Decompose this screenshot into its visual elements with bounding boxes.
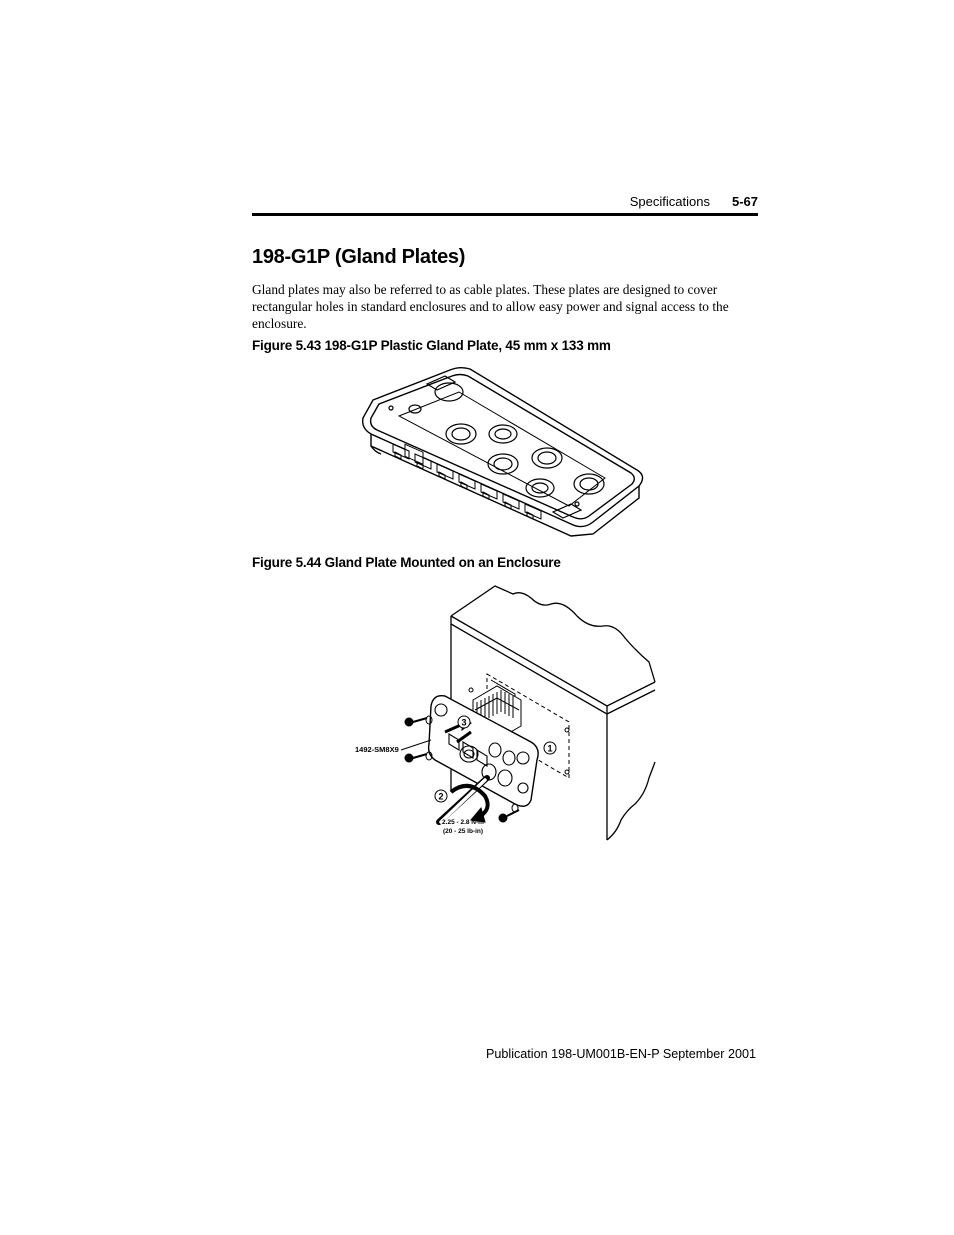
header-rule <box>252 213 758 216</box>
gland-plate-illustration <box>355 362 655 542</box>
callout-3: 3 <box>461 717 467 728</box>
running-header <box>630 190 758 212</box>
body-paragraph: Gland plates may also be referred to as cable plates. These plates are designed to cover rectangular holes in standard enclosures and to allow easy power and signal access to the enclosure. <box>252 282 729 331</box>
header-section: Specifications <box>629 193 710 209</box>
page-title: 198-G1P (Gland Plates) <box>252 246 466 268</box>
publication-footer: Publication 198-UM001B-EN-P September 2001 <box>486 1047 756 1061</box>
figure-5-43-caption: Figure 5.43 198-G1P Plastic Gland Plate, 45 mm x 133 mm <box>252 338 611 353</box>
part-label: 1492-SM8X9 <box>355 745 399 754</box>
enclosure-mount-illustration <box>345 582 665 872</box>
torque-spec-lbin: (20 - 25 lb-in) <box>442 828 484 835</box>
page-number: 5-67 <box>731 193 758 209</box>
figure-5-44-caption: Figure 5.44 Gland Plate Mounted on an Enclosure <box>252 555 561 570</box>
callout-2: 2 <box>438 791 444 802</box>
callout-1: 1 <box>547 743 553 754</box>
torque-spec-nm: 2.25 - 2.8 N-m <box>442 819 484 826</box>
